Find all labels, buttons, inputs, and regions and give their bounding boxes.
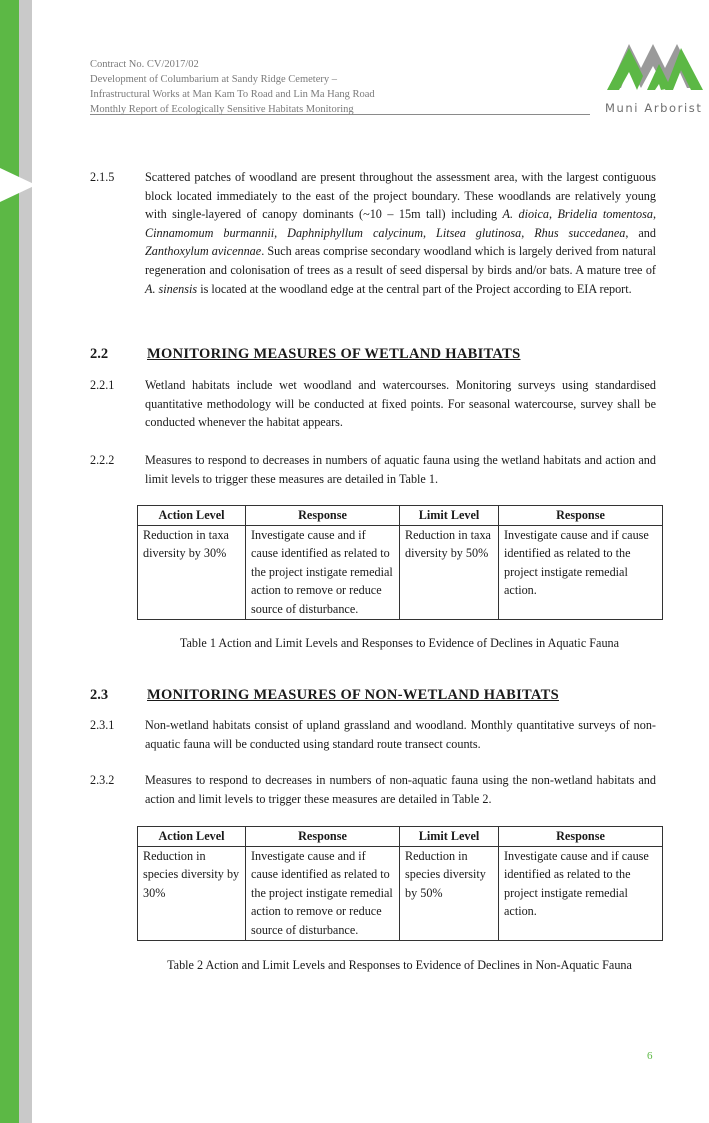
- header-line-development: Development of Columbarium at Sandy Ridge Cemetery –: [90, 74, 337, 85]
- paragraph-2-2-2: 2.2.2 Measures to respond to decreases in numbers of aquatic fauna using the wetland habitats and action and limit levels to trigger these measures are detailed in Table 1.: [90, 453, 656, 486]
- logo-wordmark: Muni Arborist: [605, 101, 703, 115]
- document-header: [90, 57, 590, 117]
- paragraph-2-2-1: 2.2.1 Wetland habitats include wet woodland and watercourses. Monitoring surveys using standardised quantitative methodology will be conducted at fixed points. For seasonal watercourse, survey shall be conducted whenever the habitat appears.: [90, 378, 656, 430]
- paragraph-text: Scattered patches of woodland are present throughout the assessment area, with the largest contiguous block located immediately to the east of the project boundary. These woodlands are relatively young with single-layered of canopy dominants (~10 – 15m tall) including A. dioica, Bridelia tomentosa, Cinnamomum burmannii, Daphniphyllum calycinum, Litsea glutinosa, Rhus succedanea, and Zanthoxylum avicennae. Such areas comprise secondary woodland which is largely derived from natural regeneration and colonisation of trees as a result of seed dispersal by birds and/or bats. A mature tree of A. sinensis is located at the woodland edge at the central part of the Project according to EIA report.: [145, 170, 656, 296]
- table-header-row: Action Level Response Limit Level Response: [138, 506, 663, 526]
- header-rule: [90, 114, 590, 115]
- paragraph-2-1-5: [90, 168, 656, 298]
- table-non-aquatic-fauna: [137, 826, 663, 941]
- page-number: 6: [647, 1050, 653, 1062]
- table-row: Reduction in taxa diversity by 30% Investigate cause and if cause identified as related to the project instigate remedial action to remove or reduce source of disturbance. Reduction in taxa diversity by 50% Investigate cause and if cause identified as related to the project instigate remedial action.: [138, 525, 663, 619]
- table-aquatic-fauna: [137, 505, 663, 620]
- table-1-caption: Table 1 Action and Limit Levels and Responses to Evidence of Declines in Aquatic Fauna: [179, 636, 620, 650]
- table-2-caption: Table 2 Action and Limit Levels and Responses to Evidence of Declines in Non-Aquatic Fauna: [167, 958, 632, 972]
- paragraph-number: 2.1.5: [90, 170, 115, 184]
- side-bar-notch: [0, 168, 36, 202]
- header-line-works: Infrastructural Works at Man Kam To Road and Lin Ma Hang Road: [90, 89, 375, 100]
- header-line-contract: Contract No. CV/2017/02: [90, 59, 199, 70]
- paragraph-2-3-1: 2.3.1 Non-wetland habitats consist of upland grassland and woodland. Monthly quantitative surveys of non-aquatic fauna will be conducted using standard route transect counts.: [90, 718, 656, 751]
- table-header-row: Action Level Response Limit Level Response: [138, 827, 663, 847]
- header-line-report: Monthly Report of Ecologically Sensitive Habitats Monitoring: [90, 104, 354, 115]
- table-row: Reduction in species diversity by 30% Investigate cause and if cause identified as related to the project instigate remedial action to remove or reduce source of disturbance. Reduction in species diversity by 50% Investigate cause and if cause identified as related to the project instigate remedial action.: [138, 846, 663, 940]
- paragraph-2-3-2: 2.3.2 Measures to respond to decreases in numbers of non-aquatic fauna using the non-wetland habitats and action and limit levels to trigger these measures are detailed in Table 2.: [90, 773, 656, 806]
